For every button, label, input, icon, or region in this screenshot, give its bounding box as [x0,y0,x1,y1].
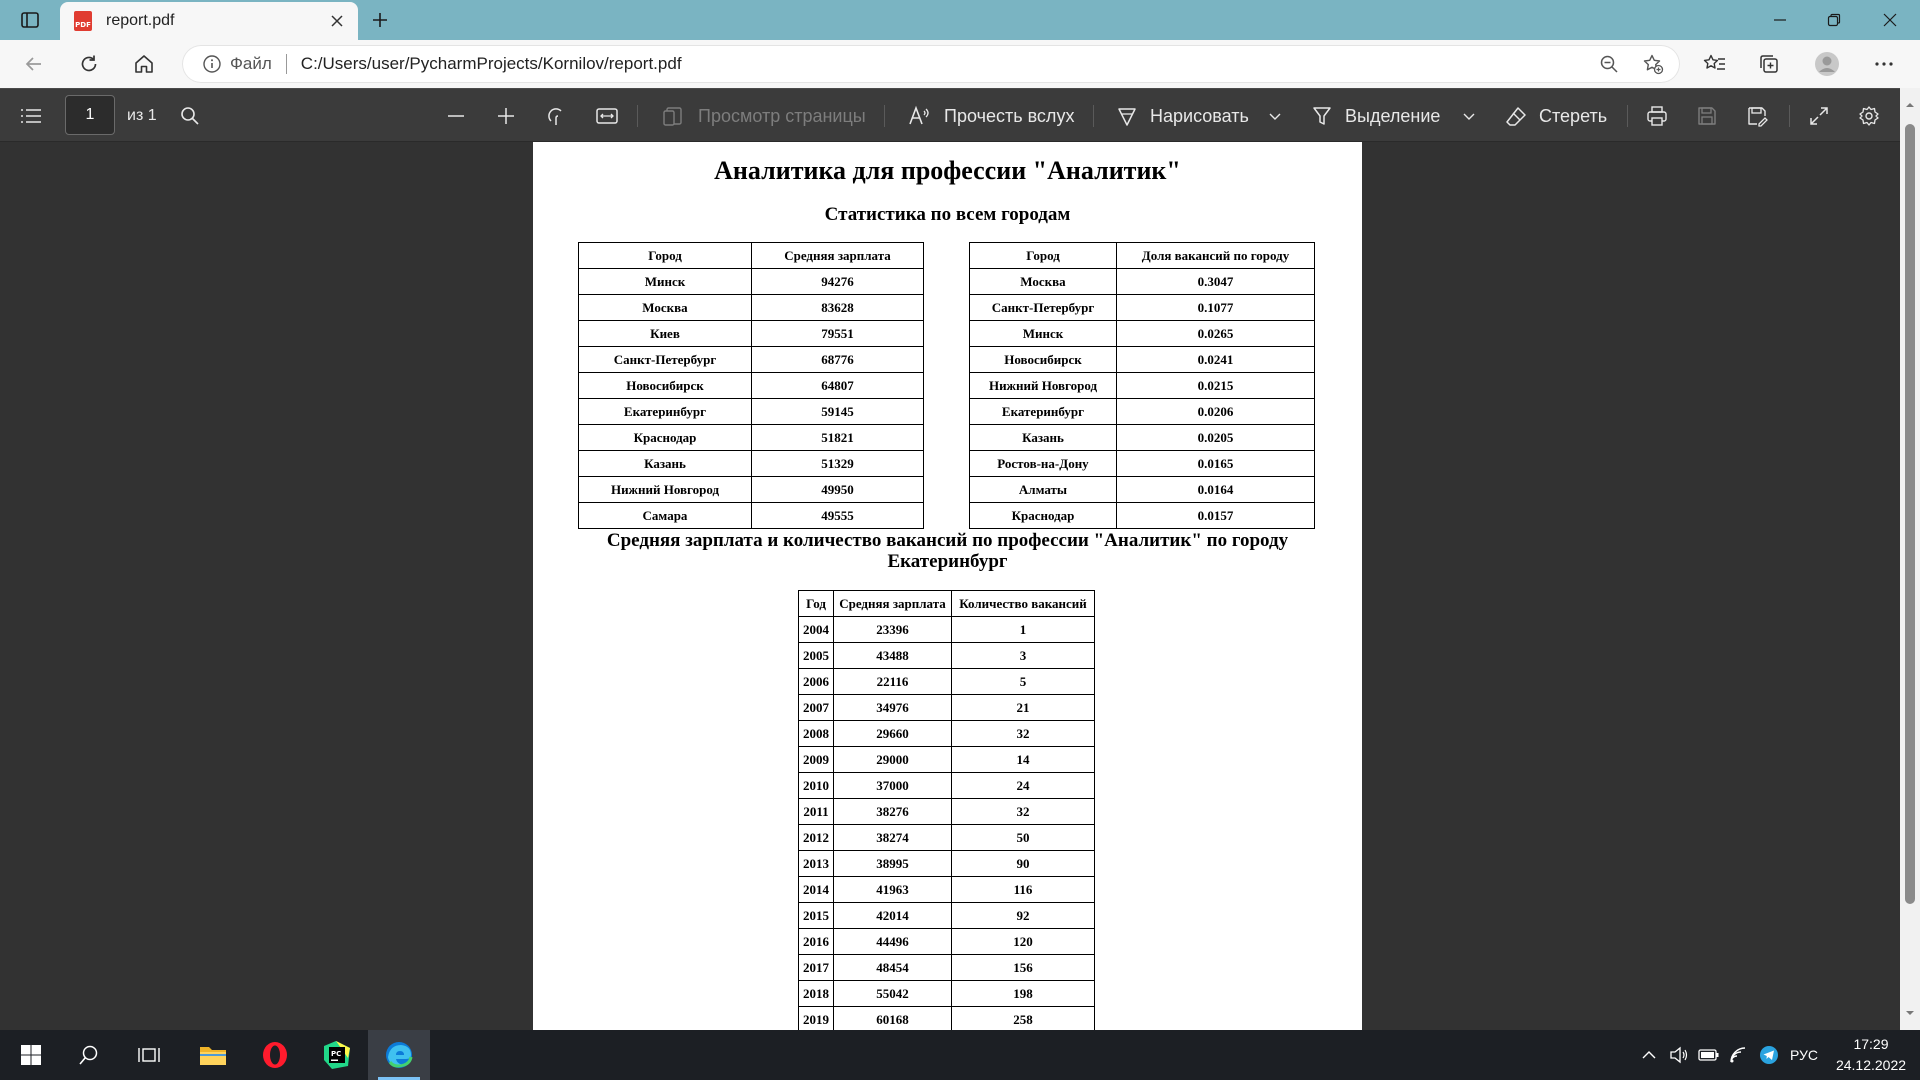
collections-icon [1758,53,1780,75]
year-cell: 2007 [799,695,834,721]
share-cell: 0.1077 [1117,295,1315,321]
salary-cell: Минск [579,269,752,295]
start-button[interactable] [0,1030,62,1080]
page-total-label: из 1 [127,107,157,124]
share-header-row [970,243,1315,269]
share-cell: Москва [970,269,1117,295]
share-cell: 0.0265 [1117,321,1315,347]
battery-icon [1698,1048,1720,1062]
year-cell: 41963 [834,877,952,903]
tab-actions-button[interactable] [12,6,48,34]
table-row [799,955,1095,981]
table-row [799,747,1095,773]
stats-section-title: Статистика по всем городам [824,204,1071,225]
salary-cell: 94276 [752,269,924,295]
taskbar [0,1030,1920,1080]
wifi-icon [1729,1046,1749,1064]
read-aloud-label: Прочесть вслух [944,105,1075,126]
year-cell: 23396 [834,617,952,643]
plus-icon [370,10,390,30]
year-cell: 90 [952,851,1095,877]
highlighter-icon [1311,105,1333,127]
page-number-input[interactable] [65,95,115,135]
save-icon [1696,105,1718,127]
star-add-icon [1642,53,1664,75]
table-row [579,347,924,373]
eraser-icon [1505,105,1527,127]
year-cell: 42014 [834,903,952,929]
share-cell: Нижний Новгород [970,373,1117,399]
search-icon [180,106,200,126]
show-hidden-icons-button[interactable] [1634,1030,1664,1080]
table-row [970,451,1315,477]
year-cell: 3 [952,643,1095,669]
year-cell: 50 [952,825,1095,851]
contents-button[interactable] [20,89,42,143]
salary-cell: 79551 [752,321,924,347]
year-cell: 38274 [834,825,952,851]
table-row [970,477,1315,503]
table-row [970,295,1315,321]
telegram-tray-button[interactable] [1754,1030,1784,1080]
telegram-icon [1759,1045,1779,1065]
rotate-button[interactable] [545,89,567,143]
table-row [970,399,1315,425]
year-cell: 48454 [834,955,952,981]
year-cell: 21 [952,695,1095,721]
vacancy-share-table [969,242,1315,529]
tab-report-pdf[interactable] [60,2,358,40]
favorites-button[interactable] [1697,46,1733,82]
settings-more-button[interactable] [1866,46,1902,82]
table-row [579,503,924,529]
save-as-button[interactable] [1746,89,1768,143]
share-cell: Новосибирск [970,347,1117,373]
table-row [799,773,1095,799]
task-view-button[interactable] [118,1030,180,1080]
address-separator [286,54,287,74]
pdf-viewer[interactable] [0,142,1900,1030]
share-cell: 0.0205 [1117,425,1315,451]
table-row [970,425,1315,451]
table-row [799,929,1095,955]
vertical-scrollbar[interactable] [1900,88,1920,1030]
tab-title: report.pdf [106,12,175,29]
salary-cell: Нижний Новгород [579,477,752,503]
network-button[interactable] [1724,1030,1754,1080]
tab-actions-icon [20,10,40,30]
table-row [579,373,924,399]
year-cell: 32 [952,721,1095,747]
table-row [579,451,924,477]
read-aloud-icon [908,105,932,127]
home-icon [133,53,155,75]
year-cell: 34976 [834,695,952,721]
pdf-page [533,142,1362,1030]
table-row [579,321,924,347]
refresh-button[interactable] [71,46,107,82]
year-cell: 14 [952,747,1095,773]
zoom-in-button[interactable] [496,89,516,143]
volume-button[interactable] [1664,1030,1694,1080]
table-row [579,477,924,503]
expand-icon [1808,105,1830,127]
draw-label: Нарисовать [1150,105,1249,126]
scroll-up-icon[interactable] [1900,98,1920,112]
pycharm-icon [322,1040,352,1070]
minus-icon [446,106,466,126]
table-row [970,269,1315,295]
close-icon [330,14,344,28]
minimize-icon [1773,13,1787,27]
highlight-button[interactable] [1311,89,1440,143]
salary-cell: Казань [579,451,752,477]
share-cell: Минск [970,321,1117,347]
table-row [799,669,1095,695]
rotate-icon [545,105,567,127]
avatar [1814,51,1840,77]
opera-taskbar-button[interactable] [244,1030,306,1080]
table-of-contents-icon [20,107,42,125]
salary-header-cell: Город [579,243,752,269]
year-cell: 2004 [799,617,834,643]
share-cell: Екатеринбург [970,399,1117,425]
print-icon [1646,105,1668,127]
toolbar-divider [1093,105,1094,127]
share-header-cell: Доля вакансий по городу [1117,243,1315,269]
pycharm-taskbar-button[interactable] [306,1030,368,1080]
close-window-icon [1883,13,1897,27]
year-cell: 38995 [834,851,952,877]
page-view-button[interactable] [662,89,866,143]
share-cell: 0.0206 [1117,399,1315,425]
table-row [970,373,1315,399]
table-row [799,643,1095,669]
plus-icon [496,106,516,126]
search-icon [78,1044,100,1066]
share-header-cell: Город [970,243,1117,269]
speaker-icon [1669,1046,1689,1064]
table-row [579,295,924,321]
share-cell: 0.3047 [1117,269,1315,295]
share-cell: Ростов-на-Дону [970,451,1117,477]
year-cell: 60168 [834,1007,952,1031]
table-row [799,721,1095,747]
city-section-title: Средняя зарплата и количество вакансий по профессии "Аналитик" по городу Екатеринбург [606,530,1289,572]
year-cell: 1 [952,617,1095,643]
share-cell: 0.0157 [1117,503,1315,529]
year-cell: 38276 [834,799,952,825]
table-row [579,399,924,425]
pdf-icon: PDF [74,11,92,31]
year-cell: 22116 [834,669,952,695]
year-cell: 2015 [799,903,834,929]
fit-width-icon [595,106,619,126]
salary-cell: Екатеринбург [579,399,752,425]
salary-header-row [579,243,924,269]
zoom-out-icon [1599,54,1619,74]
table-row [799,851,1095,877]
gear-icon [1858,105,1880,127]
toolbar-divider [1789,105,1790,127]
clock-date: 24.12.2022 [1835,1057,1907,1073]
yearly-stats-table [798,590,1095,1030]
year-cell: 198 [952,981,1095,1007]
title-bar [0,0,1920,40]
address-field[interactable] [182,45,1680,83]
salary-cell: Москва [579,295,752,321]
year-cell: 2017 [799,955,834,981]
year-cell: 2005 [799,643,834,669]
table-row [799,1007,1095,1031]
table-row [799,799,1095,825]
year-cell: 29660 [834,721,952,747]
year-cell: 55042 [834,981,952,1007]
year-cell: 2014 [799,877,834,903]
salary-cell: 49555 [752,503,924,529]
toolbar-divider [1627,105,1628,127]
close-tab-button[interactable] [322,6,352,36]
add-favorite-button[interactable] [1636,47,1670,81]
table-row [799,617,1095,643]
toolbar-divider [637,105,638,127]
year-cell: 24 [952,773,1095,799]
table-row [579,269,924,295]
print-button[interactable] [1646,89,1668,143]
page-view-label: Просмотр страницы [698,105,866,126]
year-cell: 43488 [834,643,952,669]
file-explorer-taskbar-button[interactable] [182,1030,244,1080]
save-as-icon [1746,105,1768,127]
share-cell: 0.0164 [1117,477,1315,503]
salary-cell: 83628 [752,295,924,321]
find-button[interactable] [180,89,200,143]
year-cell: 44496 [834,929,952,955]
read-aloud-button[interactable] [908,89,1074,143]
year-cell: 2006 [799,669,834,695]
report-title: Аналитика для профессии "Аналитик" [714,156,1181,185]
table-row [799,695,1095,721]
edge-icon [384,1040,414,1070]
scroll-down-icon[interactable] [1900,1006,1920,1020]
battery-button[interactable] [1694,1030,1724,1080]
year-header-cell: Год [799,591,834,617]
salary-cell: Краснодар [579,425,752,451]
task-view-icon [137,1044,161,1066]
salary-cell: 59145 [752,399,924,425]
minimize-button[interactable] [1752,0,1808,40]
more-dots-icon [1873,53,1895,75]
salary-cell: Самара [579,503,752,529]
year-cell: 2011 [799,799,834,825]
zoom-out-address-button[interactable] [1592,47,1626,81]
home-button[interactable] [126,46,162,82]
salary-cell: 64807 [752,373,924,399]
close-window-button[interactable] [1862,0,1918,40]
restore-icon [1827,13,1841,27]
salary-cell: Санкт-Петербург [579,347,752,373]
salary-header-cell: Средняя зарплата [752,243,924,269]
info-icon[interactable] [202,54,222,74]
refresh-icon [78,53,100,75]
table-row [799,825,1095,851]
profile-button[interactable] [1809,46,1845,82]
year-cell: 156 [952,955,1095,981]
highlight-label: Выделение [1345,105,1441,126]
erase-label: Стереть [1539,105,1608,126]
svg-text:PC: PC [331,1050,342,1058]
chevron-down-icon [1268,109,1282,123]
salary-cell: Киев [579,321,752,347]
year-cell: 120 [952,929,1095,955]
salary-cell: 49950 [752,477,924,503]
draw-options-dropdown[interactable] [1268,89,1282,143]
salary-by-city-table [578,242,924,529]
back-arrow-icon [23,53,45,75]
salary-cell: 68776 [752,347,924,373]
address-bar-row [0,40,1920,88]
fullscreen-button[interactable] [1808,89,1830,143]
table-row [579,425,924,451]
edge-taskbar-button[interactable] [368,1030,430,1080]
save-button[interactable] [1696,89,1718,143]
year-cell: 5 [952,669,1095,695]
share-cell: Краснодар [970,503,1117,529]
table-row [970,503,1315,529]
year-cell: 2016 [799,929,834,955]
year-cell: 2012 [799,825,834,851]
chevron-down-icon [1462,109,1476,123]
pen-icon [1116,105,1138,127]
share-cell: 0.0165 [1117,451,1315,477]
year-header-cell: Количество вакансий [952,591,1095,617]
table-row [799,903,1095,929]
chevron-up-icon [1641,1049,1657,1061]
clock-time: 17:29 [1853,1036,1889,1052]
year-cell: 2013 [799,851,834,877]
share-cell: Санкт-Петербург [970,295,1117,321]
clock[interactable] [1826,1034,1916,1076]
share-cell: 0.0215 [1117,373,1315,399]
year-cell: 258 [952,1007,1095,1031]
year-header-cell: Средняя зарплата [834,591,952,617]
search-taskbar-button[interactable] [58,1030,120,1080]
pdf-toolbar [0,88,1900,142]
back-button[interactable] [16,46,52,82]
year-cell: 2018 [799,981,834,1007]
table-row [970,321,1315,347]
file-scheme-label: Файл [230,54,272,73]
erase-button[interactable] [1505,89,1607,143]
salary-cell: 51329 [752,451,924,477]
table-row [799,981,1095,1007]
scrollbar-thumb[interactable] [1905,124,1915,904]
table-row [970,347,1315,373]
collections-button[interactable] [1751,46,1787,82]
favorites-icon [1703,53,1727,75]
year-cell: 2009 [799,747,834,773]
restore-button[interactable] [1806,0,1862,40]
year-cell: 116 [952,877,1095,903]
share-cell: 0.0241 [1117,347,1315,373]
share-cell: Алматы [970,477,1117,503]
opera-icon [261,1041,289,1069]
salary-cell: Новосибирск [579,373,752,399]
year-cell: 29000 [834,747,952,773]
year-cell: 37000 [834,773,952,799]
year-header-row [799,591,1095,617]
highlight-options-dropdown[interactable] [1462,89,1476,143]
draw-button[interactable] [1116,89,1249,143]
windows-logo-icon [20,1044,42,1066]
pdf-settings-button[interactable] [1858,89,1880,143]
year-cell: 2019 [799,1007,834,1031]
input-language-indicator[interactable]: РУС [1789,1047,1819,1063]
share-cell: Казань [970,425,1117,451]
url-text[interactable]: C:/Users/user/PycharmProjects/Kornilov/report.pdf [300,54,682,73]
new-tab-button[interactable] [364,6,396,34]
folder-icon [199,1043,227,1067]
year-cell: 32 [952,799,1095,825]
page-view-icon [662,105,684,127]
fit-width-button[interactable] [595,89,619,143]
salary-cell: 51821 [752,425,924,451]
year-cell: 92 [952,903,1095,929]
table-row [799,877,1095,903]
year-cell: 2010 [799,773,834,799]
toolbar-divider [884,105,885,127]
year-cell: 2008 [799,721,834,747]
zoom-out-button[interactable] [446,89,466,143]
